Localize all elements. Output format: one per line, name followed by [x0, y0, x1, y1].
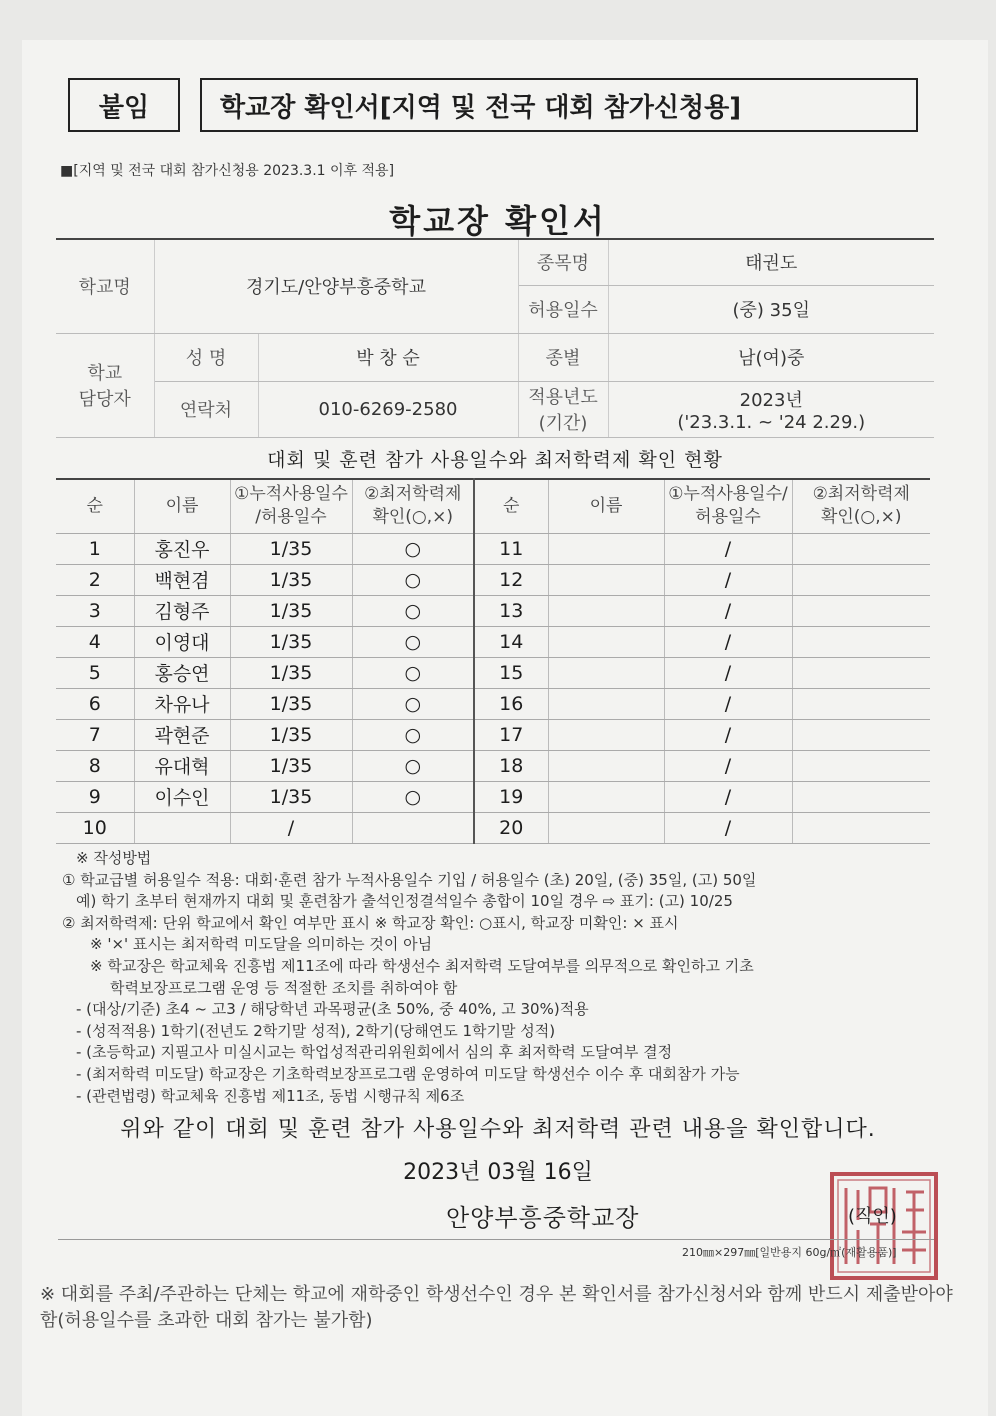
table-row [56, 688, 930, 719]
row-no-right: 14 [474, 626, 548, 657]
row-check: ○ [352, 626, 474, 657]
seal-label: (직인) [848, 1206, 897, 1227]
table-header-row [56, 479, 930, 533]
row-no-right: 12 [474, 564, 548, 595]
row-days-right: / [664, 812, 792, 843]
col-name-right: 이름 [548, 479, 664, 533]
col-academic-line2: 확인(○,×) [372, 507, 454, 528]
row-no-right: 15 [474, 657, 548, 688]
year-label-line2: (기간) [538, 413, 588, 434]
col-days-line2: /허용일수 [255, 507, 327, 528]
row-no: 1 [56, 533, 134, 564]
row-check: ○ [352, 750, 474, 781]
row-days: 1/35 [230, 781, 352, 812]
row-check: ○ [352, 533, 474, 564]
year-value-line2: ('23.3.1. ~ '24 2.29.) [677, 411, 866, 433]
table-row [56, 812, 930, 843]
row-days: 1/35 [230, 595, 352, 626]
footer-note: ※ 대회를 주최/주관하는 단체는 학교에 재학중인 학생선수인 경우 본 확인서를 참가신청서와 함께 반드시 제출받아야 함(허용일수를 초과한 대회 참가는 불가함) [40, 1284, 953, 1331]
row-name: 차유나 [134, 688, 230, 719]
row-no-right: 16 [474, 688, 548, 719]
row-name: 홍승연 [134, 657, 230, 688]
col-academic-right-line1: ②최저학력제 [812, 484, 910, 505]
col-academic-right-line2: 확인(○,×) [820, 507, 902, 528]
row-name-right [548, 812, 664, 843]
row-days-right: / [664, 657, 792, 688]
row-check-right [792, 626, 930, 657]
row-days: / [230, 812, 352, 843]
row-name-right [548, 657, 664, 688]
row-no-right: 11 [474, 533, 548, 564]
row-days-right: / [664, 595, 792, 626]
col-days-line1: ①누적사용일수 [234, 484, 348, 505]
row-name: 백현겸 [134, 564, 230, 595]
instruction-line: ① 학교급별 허용일수 적용: 대회·훈련 참가 누적사용일수 기입 / 허용일수 (초) 20일, (중) 35일, (고) 50일 [62, 870, 757, 889]
issue-date: 2023년 03월 16일 [403, 1160, 593, 1185]
gender-value: 남(여)중 [608, 333, 934, 381]
row-name: 홍진우 [134, 533, 230, 564]
row-name [134, 812, 230, 843]
col-days [230, 479, 352, 533]
table-row [56, 564, 930, 595]
table-title: 대회 및 훈련 참가 사용일수와 최저학력제 확인 현황 [267, 449, 723, 471]
row-check-right [792, 657, 930, 688]
year-value [608, 381, 934, 437]
col-academic-right [792, 479, 930, 533]
instruction-line: ※ '×' 표시는 최저학력 미도달을 의미하는 것이 아님 [90, 935, 433, 954]
instructions [62, 848, 942, 1107]
staff-label [56, 333, 154, 437]
row-days-right: / [664, 781, 792, 812]
row-no-right: 18 [474, 750, 548, 781]
row-check: ○ [352, 781, 474, 812]
row-no-right: 17 [474, 719, 548, 750]
row-days-right: / [664, 564, 792, 595]
table-row [56, 533, 930, 564]
row-no: 3 [56, 595, 134, 626]
row-no: 6 [56, 688, 134, 719]
name-value: 박 창 순 [258, 333, 518, 381]
row-check: ○ [352, 719, 474, 750]
divider [58, 1239, 934, 1240]
confirmation-statement: 위와 같이 대회 및 훈련 참가 사용일수와 최저학력 관련 내용을 확인합니다. [120, 1117, 876, 1142]
row-name: 이수인 [134, 781, 230, 812]
row-name: 유대혁 [134, 750, 230, 781]
col-name: 이름 [134, 479, 230, 533]
staff-label-line1: 학교 [87, 363, 123, 384]
name-label: 성 명 [154, 333, 258, 381]
row-name-right [548, 750, 664, 781]
col-days-right-line1: ①누적사용일수/ [668, 484, 788, 505]
row-no: 5 [56, 657, 134, 688]
row-check-right [792, 688, 930, 719]
row-check: ○ [352, 595, 474, 626]
row-name-right [548, 719, 664, 750]
row-check-right [792, 533, 930, 564]
col-seq-right: 순 [474, 479, 548, 533]
row-name-right [548, 688, 664, 719]
row-days: 1/35 [230, 657, 352, 688]
row-no: 4 [56, 626, 134, 657]
row-no: 9 [56, 781, 134, 812]
row-days: 1/35 [230, 688, 352, 719]
instruction-line: ② 최저학력제: 단위 학교에서 확인 여부만 표시 ※ 학교장 확인: ○표시, 학교장 미확인: × 표시 [62, 913, 679, 932]
col-academic-line1: ②최저학력제 [364, 484, 462, 505]
contact-value: 010-6269-2580 [258, 381, 518, 437]
row-check-right [792, 781, 930, 812]
gender-label: 종별 [518, 333, 608, 381]
row-no: 2 [56, 564, 134, 595]
row-check: ○ [352, 564, 474, 595]
year-value-line1: 2023년 [739, 389, 803, 411]
table-row [56, 781, 930, 812]
staff-label-line2: 담당자 [78, 389, 131, 410]
event-label: 종목명 [518, 239, 608, 285]
row-days: 1/35 [230, 533, 352, 564]
header-title: 학교장 확인서[지역 및 전국 대회 참가신청용] [200, 78, 918, 132]
row-no-right: 20 [474, 812, 548, 843]
instruction-line: - (최저학력 미도달) 학교장은 기초학력보장프로그램 운영하여 미도달 학생선수 이수 후 대회참가 가능 [76, 1064, 740, 1083]
row-name-right [548, 626, 664, 657]
attachment-tag: 붙임 [68, 78, 180, 132]
row-name-right [548, 595, 664, 626]
instruction-line: 학력보장프로그램 운영 등 적절한 조치를 취하여야 함 [110, 978, 458, 997]
allowed-days-label: 허용일수 [518, 285, 608, 333]
info-table [56, 238, 934, 438]
table-row [56, 719, 930, 750]
row-no: 8 [56, 750, 134, 781]
instructions-heading: ※ 작성방법 [76, 849, 152, 867]
school-value: 경기도/안양부흥중학교 [154, 239, 518, 333]
row-check [352, 812, 474, 843]
row-days-right: / [664, 750, 792, 781]
col-seq: 순 [56, 479, 134, 533]
row-no: 7 [56, 719, 134, 750]
year-label [518, 381, 608, 437]
event-value: 태권도 [608, 239, 934, 285]
table-row [56, 595, 930, 626]
row-name-right [548, 564, 664, 595]
document-title: 학교장 확인서 [389, 202, 607, 240]
col-days-right-line2: 허용일수 [695, 507, 761, 528]
row-days: 1/35 [230, 719, 352, 750]
row-days-right: / [664, 533, 792, 564]
row-no-right: 19 [474, 781, 548, 812]
table-row [56, 750, 930, 781]
year-label-line1: 적용년도 [528, 387, 598, 408]
row-no: 10 [56, 812, 134, 843]
participation-table [56, 478, 930, 844]
row-name-right [548, 533, 664, 564]
instruction-line: - (초등학교) 지필고사 미실시교는 학업성적관리위원회에서 심의 후 최저학력 도달여부 결정 [76, 1043, 673, 1062]
school-label: 학교명 [56, 239, 154, 333]
instruction-line: - (관련법령) 학교체육 진흥법 제11조, 동법 시행규칙 제6조 [76, 1086, 465, 1105]
applicability-note: ■[지역 및 전국 대회 참가신청용 2023.3.1 이후 적용] [60, 163, 395, 179]
row-name-right [548, 781, 664, 812]
row-days-right: / [664, 626, 792, 657]
contact-label: 연락처 [154, 381, 258, 437]
instruction-line: - (대상/기준) 초4 ~ 고3 / 해당학년 과목평균(초 50%, 중 40%, 고 30%)적용 [76, 1000, 589, 1019]
row-days: 1/35 [230, 750, 352, 781]
row-check: ○ [352, 688, 474, 719]
col-days-right [664, 479, 792, 533]
row-check-right [792, 719, 930, 750]
table-row [56, 626, 930, 657]
table-row [56, 657, 930, 688]
paper-size-note: 210㎜×297㎜[일반용지 60g/㎡(재활용품)] [682, 1246, 897, 1259]
row-name: 이영대 [134, 626, 230, 657]
row-no-right: 13 [474, 595, 548, 626]
row-days: 1/35 [230, 564, 352, 595]
row-name: 김형주 [134, 595, 230, 626]
row-check: ○ [352, 657, 474, 688]
row-name: 곽현준 [134, 719, 230, 750]
principal-name: 안양부흥중학교장 [446, 1204, 640, 1232]
instruction-line: - (성적적용) 1학기(전년도 2학기말 성적), 2학기(당해연도 1학기말 성적) [76, 1021, 556, 1040]
row-check-right [792, 750, 930, 781]
instruction-line: ※ 학교장은 학교체육 진흥법 제11조에 따라 학생선수 최저학력 도달여부를 의무적으로 확인하고 기초 [90, 956, 754, 975]
row-days: 1/35 [230, 626, 352, 657]
row-check-right [792, 812, 930, 843]
instruction-line: 예) 학기 초부터 현재까지 대회 및 훈련참가 출석인정결석일수 총합이 10일 경우 ⇨ 표기: (고) 10/25 [76, 892, 733, 911]
row-check-right [792, 595, 930, 626]
allowed-days-value: (중) 35일 [608, 285, 934, 333]
row-check-right [792, 564, 930, 595]
row-days-right: / [664, 688, 792, 719]
col-academic [352, 479, 474, 533]
row-days-right: / [664, 719, 792, 750]
